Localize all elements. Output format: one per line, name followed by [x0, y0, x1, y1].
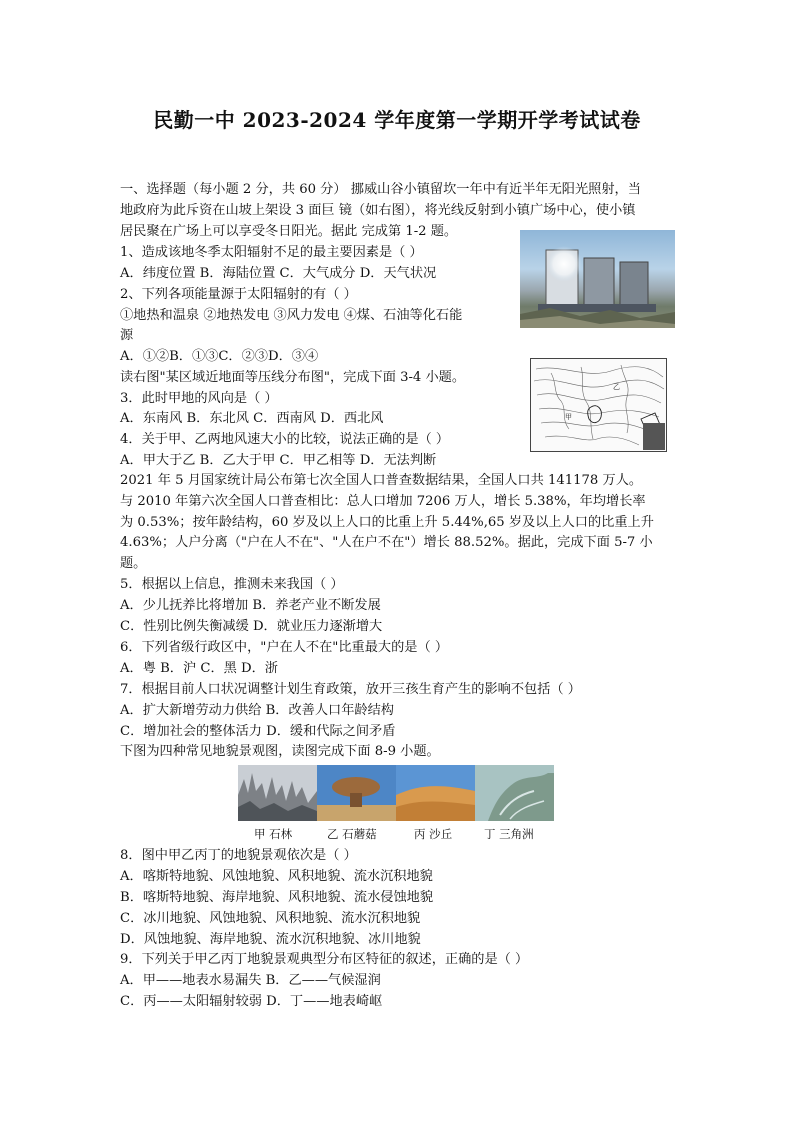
caption-bing: 丙 沙丘	[414, 827, 453, 841]
text-line: 地政府为此斥资在山坡上架设 3 面巨 镜（如右图），将光线反射到小镇广场中心，使小镇	[120, 203, 636, 218]
caption-yi: 乙 石蘑菇	[327, 827, 377, 841]
question-8-option-a: A．喀斯特地貌、风蚀地貌、风积地貌、流水沉积地貌	[120, 869, 433, 884]
question-6: 6．下列省级行政区中，"户在人不在"比重最大的是（ ）	[120, 640, 449, 655]
text-line: 4.63%；人户分离（"户在人不在"、"人在户不在"）增长 88.52%。据此，完成下面 5-7 小	[120, 535, 653, 550]
question-7-options-ab: A．扩大新增劳动力供给 B．改善人口年龄结构	[120, 703, 394, 718]
question-9-options-cd: C．丙——太阳辐射较弱 D．丁——地表崎岖	[120, 994, 383, 1009]
question-9: 9．下列关于甲乙丙丁地貌景观典型分布区特征的叙述，正确的是（ ）	[120, 952, 529, 967]
caption-jia: 甲 石林	[254, 827, 293, 841]
text-line: 题。	[120, 556, 147, 571]
question-2: 2、下列各项能量源于太阳辐射的有（ ）	[120, 287, 357, 302]
question-8-option-c: C．冰川地貌、风蚀地貌、风积地貌、流水沉积地貌	[120, 911, 421, 926]
question-2-options: A．①②B．①③C．②③D．③④	[120, 349, 319, 364]
text-line: 2021 年 5 月国家统计局公布第七次全国人口普查数据结果，全国人口共 141178 万人。	[120, 473, 643, 488]
question-3-options: A．东南风 B．东北风 C．西南风 D．西北风	[120, 411, 384, 426]
text-line: 与 2010 年第六次全国人口普查相比：总人口增加 7206 万人，增长 5.38%，年均增长率	[120, 494, 646, 509]
question-2-items-cont: 源	[120, 328, 134, 343]
text-line: 读右图"某区域近地面等压线分布图"，完成下面 3-4 小题。	[120, 370, 466, 385]
question-9-options-ab: A．甲——地表水易漏失 B．乙——气候湿润	[120, 973, 381, 988]
text-line: 下图为四种常见地貌景观图，读图完成下面 8-9 小题。	[120, 744, 440, 759]
landform-photos	[238, 765, 554, 821]
question-3: 3．此时甲地的风向是（ ）	[120, 391, 278, 406]
question-5-options-cd: C．性别比例失衡减缓 D．就业压力逐渐增大	[120, 619, 383, 634]
question-8-option-b: B．喀斯特地貌、海岸地貌、风积地貌、流水侵蚀地貌	[120, 890, 434, 905]
question-7-options-cd: C．增加社会的整体活力 D．缓和代际之间矛盾	[120, 724, 396, 739]
question-7: 7．根据目前人口状况调整计划生育政策，放开三孩生育产生的影响不包括（ ）	[120, 682, 581, 697]
caption-ding: 丁 三角洲	[484, 827, 534, 841]
question-8: 8．图中甲乙丙丁的地貌景观依次是（ ）	[120, 848, 357, 863]
isobar-map	[530, 358, 667, 452]
question-4: 4．关于甲、乙两地风速大小的比较，说法正确的是（ ）	[120, 432, 450, 447]
svg-text:乙: 乙	[613, 383, 620, 391]
exam-title: 民勤一中 2023-2024 学年度第一学期开学考试试卷	[153, 108, 641, 132]
question-5: 5．根据以上信息，推测未来我国（ ）	[120, 577, 344, 592]
question-1: 1、造成该地冬季太阳辐射不足的最主要因素是（ ）	[120, 245, 423, 260]
question-8-option-d: D．风蚀地貌、海岸地貌、流水沉积地貌、冰川地貌	[120, 932, 421, 947]
question-4-options: A．甲大于乙 B．乙大于甲 C．甲乙相等 D．无法判断	[120, 453, 437, 468]
text-line: 为 0.53%；按年龄结构，60 岁及以上人口的比重上升 5.44%,65 岁及以上人口的比重上升	[120, 515, 654, 530]
question-5-options-ab: A．少儿抚养比将增加 B．养老产业不断发展	[120, 598, 381, 613]
question-6-options: A．粤 B．沪 C．黑 D．浙	[120, 661, 278, 676]
text-line: 居民聚在广场上可以享受冬日阳光。据此 完成第 1-2 题。	[120, 224, 458, 239]
mirror-photo	[520, 230, 675, 328]
text-line: 一、选择题（每小题 2 分，共 60 分） 挪威山谷小镇留坎一年中有近半年无阳光照射，当	[120, 182, 641, 197]
question-2-items: ①地热和温泉 ②地热发电 ③风力发电 ④煤、石油等化石能	[120, 308, 463, 323]
question-1-options: A．纬度位置 B．海陆位置 C．大气成分 D．天气状况	[120, 266, 437, 281]
svg-text:甲: 甲	[565, 413, 572, 421]
